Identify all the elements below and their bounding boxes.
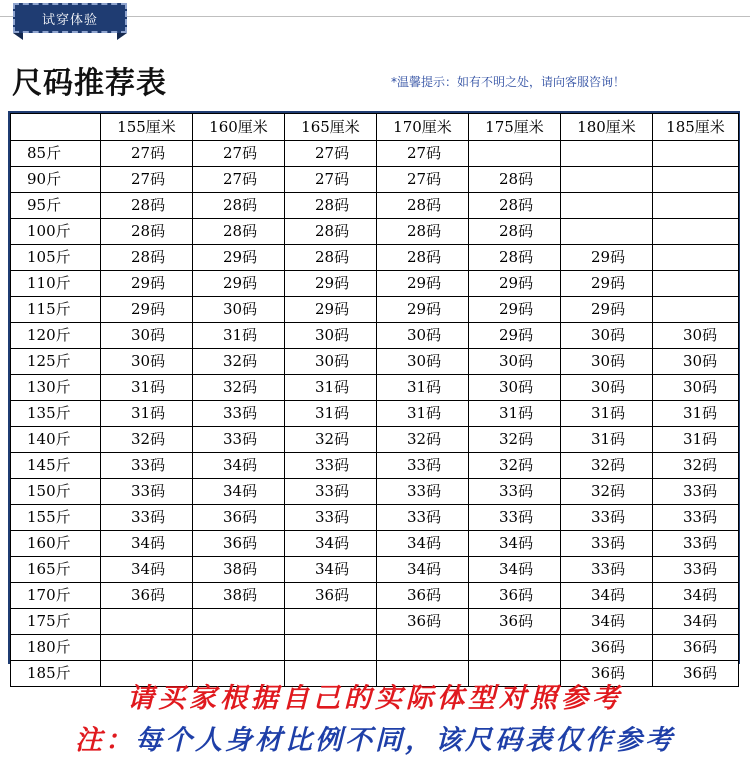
table-row	[11, 505, 739, 531]
size-cell: 31码	[101, 401, 193, 427]
size-cell	[469, 635, 561, 661]
size-cell: 28码	[193, 219, 285, 245]
size-cell: 27码	[377, 167, 469, 193]
size-cell: 29码	[285, 271, 377, 297]
weight-cell: 115斤	[11, 297, 101, 323]
size-cell: 28码	[285, 245, 377, 271]
size-cell: 36码	[653, 635, 739, 661]
size-cell: 29码	[377, 297, 469, 323]
size-cell: 31码	[561, 427, 653, 453]
weight-cell: 130斤	[11, 375, 101, 401]
size-cell	[193, 635, 285, 661]
weight-cell: 90斤	[11, 167, 101, 193]
size-cell: 34码	[193, 453, 285, 479]
size-cell: 30码	[285, 349, 377, 375]
size-cell: 28码	[377, 245, 469, 271]
size-cell: 33码	[653, 531, 739, 557]
size-cell: 32码	[561, 479, 653, 505]
size-cell: 34码	[561, 583, 653, 609]
table-row	[11, 583, 739, 609]
size-cell: 33码	[377, 479, 469, 505]
height-header: 185厘米	[653, 114, 739, 141]
size-cell	[469, 141, 561, 167]
size-cell: 33码	[469, 505, 561, 531]
size-cell: 34码	[653, 609, 739, 635]
size-cell: 30码	[653, 375, 739, 401]
size-cell	[561, 141, 653, 167]
size-cell: 33码	[101, 453, 193, 479]
weight-cell: 140斤	[11, 427, 101, 453]
size-cell: 31码	[193, 323, 285, 349]
table-header-row	[11, 114, 739, 141]
size-cell: 36码	[377, 609, 469, 635]
size-cell: 30码	[561, 375, 653, 401]
size-cell	[653, 193, 739, 219]
table-row	[11, 557, 739, 583]
size-cell: 29码	[469, 323, 561, 349]
weight-cell: 120斤	[11, 323, 101, 349]
size-cell: 30码	[377, 349, 469, 375]
weight-cell: 95斤	[11, 193, 101, 219]
size-cell: 32码	[469, 427, 561, 453]
size-cell: 36码	[469, 609, 561, 635]
size-cell: 31码	[377, 401, 469, 427]
size-cell	[193, 609, 285, 635]
table-row	[11, 453, 739, 479]
size-cell: 32码	[285, 427, 377, 453]
size-cell: 34码	[285, 531, 377, 557]
hint-text: *温馨提示：如有不明之处，请向客服咨询！	[391, 75, 626, 89]
size-cell: 36码	[377, 583, 469, 609]
table-row	[11, 297, 739, 323]
size-cell: 27码	[285, 141, 377, 167]
size-cell: 33码	[101, 479, 193, 505]
height-header: 155厘米	[101, 114, 193, 141]
size-cell: 30码	[101, 349, 193, 375]
size-cell	[653, 167, 739, 193]
banner-fold-right	[117, 33, 127, 40]
size-cell: 28码	[101, 219, 193, 245]
size-cell: 28码	[101, 193, 193, 219]
size-cell: 33码	[193, 427, 285, 453]
size-cell: 33码	[285, 453, 377, 479]
size-cell	[653, 271, 739, 297]
size-cell: 29码	[561, 271, 653, 297]
size-cell: 33码	[101, 505, 193, 531]
size-cell: 27码	[193, 141, 285, 167]
size-cell: 33码	[561, 531, 653, 557]
size-cell: 33码	[653, 505, 739, 531]
size-cell: 31码	[377, 375, 469, 401]
size-cell: 36码	[193, 505, 285, 531]
size-cell: 34码	[469, 557, 561, 583]
corner-cell	[11, 114, 101, 141]
size-cell: 27码	[101, 167, 193, 193]
table-row	[11, 193, 739, 219]
size-cell: 36码	[193, 531, 285, 557]
size-cell: 28码	[193, 193, 285, 219]
size-cell: 28码	[469, 193, 561, 219]
size-cell: 34码	[653, 583, 739, 609]
size-cell: 31码	[469, 401, 561, 427]
size-cell: 36码	[561, 635, 653, 661]
size-cell: 31码	[561, 401, 653, 427]
size-cell: 27码	[285, 167, 377, 193]
section-banner-label: 试穿体验	[41, 12, 98, 28]
size-cell: 36码	[285, 583, 377, 609]
table-row	[11, 141, 739, 167]
size-cell: 29码	[469, 271, 561, 297]
size-cell: 38码	[193, 583, 285, 609]
size-cell	[561, 219, 653, 245]
size-cell: 33码	[377, 453, 469, 479]
size-cell: 33码	[561, 557, 653, 583]
size-cell: 27码	[377, 141, 469, 167]
size-cell: 34码	[101, 557, 193, 583]
size-cell: 32码	[561, 453, 653, 479]
size-cell: 32码	[193, 375, 285, 401]
size-cell	[653, 245, 739, 271]
size-cell: 36码	[653, 661, 739, 687]
size-cell: 38码	[193, 557, 285, 583]
size-cell: 34码	[377, 531, 469, 557]
weight-cell: 155斤	[11, 505, 101, 531]
weight-cell: 110斤	[11, 271, 101, 297]
table-row	[11, 427, 739, 453]
size-cell: 31码	[285, 401, 377, 427]
size-cell: 33码	[561, 505, 653, 531]
size-cell	[285, 635, 377, 661]
weight-cell: 105斤	[11, 245, 101, 271]
size-cell: 29码	[561, 297, 653, 323]
size-cell	[653, 141, 739, 167]
size-cell: 33码	[285, 479, 377, 505]
size-cell: 30码	[561, 323, 653, 349]
size-cell: 29码	[377, 271, 469, 297]
size-cell: 34码	[377, 557, 469, 583]
size-cell: 29码	[101, 297, 193, 323]
size-cell	[561, 167, 653, 193]
table-row	[11, 245, 739, 271]
table-row	[11, 271, 739, 297]
size-cell: 32码	[101, 427, 193, 453]
size-cell: 28码	[469, 245, 561, 271]
size-cell: 29码	[101, 271, 193, 297]
size-cell: 30码	[653, 323, 739, 349]
table-row	[11, 375, 739, 401]
size-cell: 31码	[653, 427, 739, 453]
size-cell: 34码	[101, 531, 193, 557]
size-cell: 28码	[377, 193, 469, 219]
table-row	[11, 531, 739, 557]
size-cell	[653, 219, 739, 245]
size-cell: 31码	[285, 375, 377, 401]
size-cell: 30码	[285, 323, 377, 349]
weight-cell: 165斤	[11, 557, 101, 583]
size-cell	[101, 609, 193, 635]
weight-cell: 145斤	[11, 453, 101, 479]
size-cell: 27码	[101, 141, 193, 167]
size-cell: 33码	[653, 479, 739, 505]
section-banner	[13, 3, 127, 33]
weight-cell: 85斤	[11, 141, 101, 167]
disclaimer-prefix: 注：	[75, 725, 135, 756]
table-row	[11, 479, 739, 505]
table-row	[11, 609, 739, 635]
size-cell: 36码	[101, 583, 193, 609]
table-row	[11, 167, 739, 193]
size-cell	[653, 297, 739, 323]
table-row	[11, 635, 739, 661]
size-cell: 30码	[101, 323, 193, 349]
size-cell: 34码	[561, 609, 653, 635]
size-cell: 29码	[285, 297, 377, 323]
weight-cell: 180斤	[11, 635, 101, 661]
size-cell: 31码	[101, 375, 193, 401]
size-cell: 30码	[561, 349, 653, 375]
size-cell: 29码	[469, 297, 561, 323]
size-cell	[285, 609, 377, 635]
reference-note: 请买家根据自己的实际体型对照参考	[127, 683, 623, 714]
weight-cell: 185斤	[11, 661, 101, 687]
size-cell: 30码	[469, 375, 561, 401]
weight-cell: 125斤	[11, 349, 101, 375]
height-header: 175厘米	[469, 114, 561, 141]
table-row	[11, 349, 739, 375]
height-header: 180厘米	[561, 114, 653, 141]
size-cell: 30码	[377, 323, 469, 349]
size-cell	[101, 635, 193, 661]
size-cell: 30码	[653, 349, 739, 375]
size-cell: 27码	[193, 167, 285, 193]
size-cell: 32码	[193, 349, 285, 375]
page-title: 尺码推荐表	[12, 66, 167, 101]
size-cell: 28码	[285, 193, 377, 219]
size-cell: 34码	[469, 531, 561, 557]
weight-cell: 150斤	[11, 479, 101, 505]
disclaimer-text: 每个人身材比例不同，该尺码表仅作参考	[135, 725, 675, 756]
size-cell: 33码	[377, 505, 469, 531]
size-cell: 28码	[469, 167, 561, 193]
size-cell: 28码	[285, 219, 377, 245]
size-cell: 30码	[193, 297, 285, 323]
size-cell: 28码	[469, 219, 561, 245]
height-header: 160厘米	[193, 114, 285, 141]
height-header: 170厘米	[377, 114, 469, 141]
size-cell: 28码	[377, 219, 469, 245]
disclaimer-note	[0, 718, 750, 757]
size-cell: 30码	[469, 349, 561, 375]
table-row	[11, 219, 739, 245]
size-cell: 33码	[653, 557, 739, 583]
size-cell: 32码	[377, 427, 469, 453]
weight-cell: 100斤	[11, 219, 101, 245]
weight-cell: 160斤	[11, 531, 101, 557]
size-cell: 29码	[193, 271, 285, 297]
size-cell: 36码	[561, 661, 653, 687]
size-table	[8, 111, 740, 682]
size-cell: 33码	[193, 401, 285, 427]
size-cell: 31码	[653, 401, 739, 427]
size-cell: 36码	[469, 583, 561, 609]
weight-cell: 135斤	[11, 401, 101, 427]
size-cell: 33码	[469, 479, 561, 505]
weight-cell: 175斤	[11, 609, 101, 635]
size-cell: 29码	[193, 245, 285, 271]
size-cell: 34码	[193, 479, 285, 505]
size-cell	[561, 193, 653, 219]
banner-fold-left	[13, 33, 23, 40]
table-row	[11, 401, 739, 427]
weight-cell: 170斤	[11, 583, 101, 609]
size-cell: 32码	[653, 453, 739, 479]
size-cell: 32码	[469, 453, 561, 479]
size-cell	[377, 635, 469, 661]
height-header: 165厘米	[285, 114, 377, 141]
size-cell: 33码	[285, 505, 377, 531]
table-row	[11, 323, 739, 349]
size-cell: 34码	[285, 557, 377, 583]
size-cell: 29码	[561, 245, 653, 271]
size-cell: 28码	[101, 245, 193, 271]
